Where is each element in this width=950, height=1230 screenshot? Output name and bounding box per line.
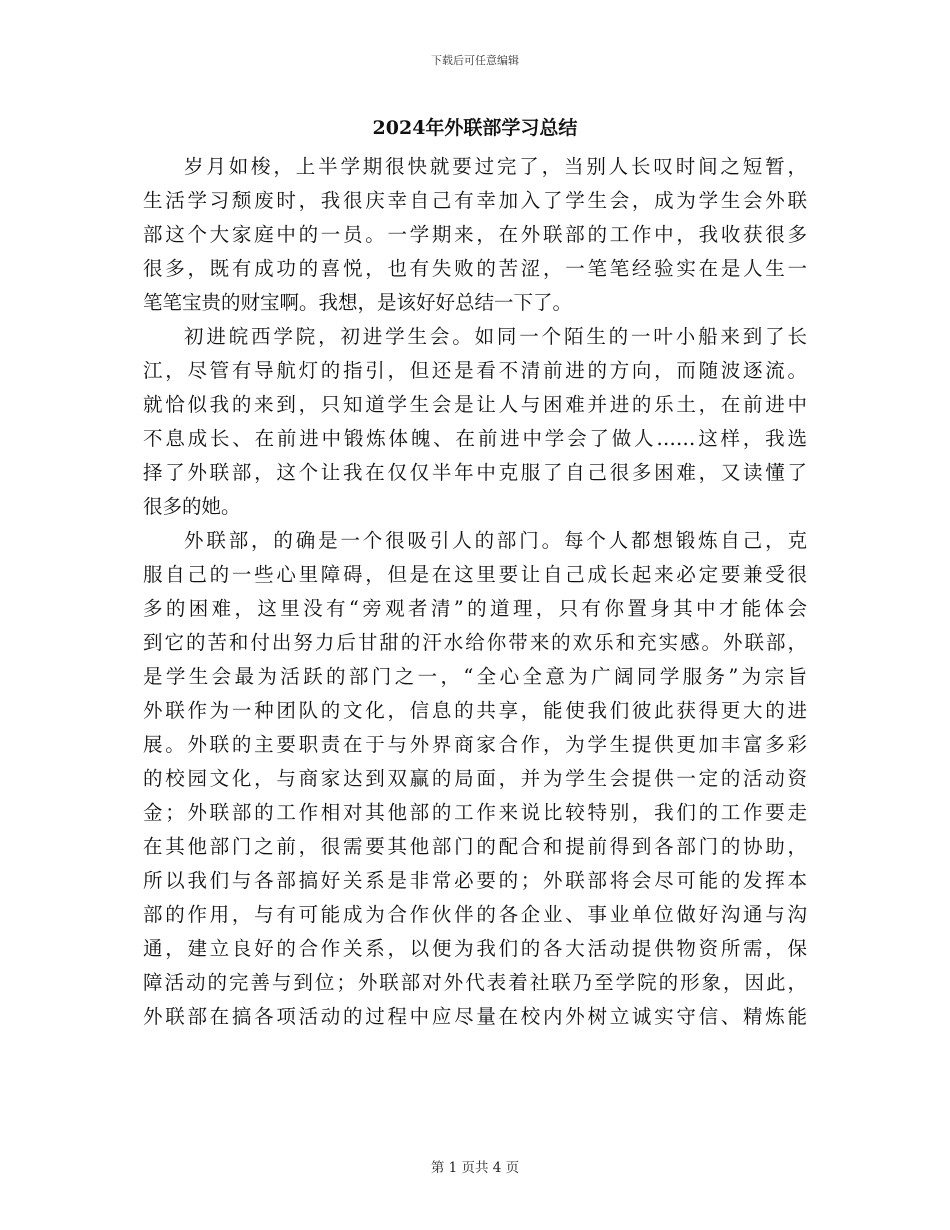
- text-line: 部的作用，与有可能成为合作伙伴的各企业、事业单位做好沟通与沟: [143, 903, 807, 926]
- text-line: 择了外联部，这个让我在仅仅半年中克服了自己很多困难，又读懂了: [143, 461, 807, 484]
- text-line: 通，建立良好的合作关系，以便为我们的各大活动提供物资所需，保: [143, 937, 807, 960]
- text-line: 江，尽管有导航灯的指引，但还是看不清前进的方向，而随波逐流。: [143, 359, 807, 382]
- text-line: 就恰似我的来到，只知道学生会是让人与困难并进的乐土，在前进中: [143, 393, 807, 416]
- document-body: [143, 150, 807, 1034]
- text-line: 部这个大家庭中的一员。一学期来，在外联部的工作中，我收获很多: [143, 223, 807, 246]
- paragraph-3: [143, 524, 807, 1034]
- text-line: 服自己的一些心里障碍，但是在这里要让自己成长起来必定要兼受很: [143, 563, 807, 586]
- text-line: 的校园文化，与商家达到双赢的局面，并为学生会提供一定的活动资: [143, 767, 807, 790]
- page-number: 第 1 页共 4 页: [430, 1160, 520, 1176]
- text-line: 生活学习颓废时，我很庆幸自己有幸加入了学生会，成为学生会外联: [143, 189, 807, 212]
- text-line: 所以我们与各部搞好关系是非常必要的；外联部将会尽可能的发挥本: [143, 869, 807, 892]
- text-line: 多的困难，这里没有“旁观者清”的道理，只有你置身其中才能体会: [143, 597, 807, 620]
- text-line: 外联部，的确是一个很吸引人的部门。每个人都想锻炼自己，克: [184, 529, 807, 552]
- text-line: 笔笔宝贵的财宝啊。我想，是该好好总结一下了。: [143, 291, 573, 314]
- document-title: 2024年外联部学习总结: [372, 117, 578, 139]
- page-header-note: 下载后可任意编辑: [431, 54, 519, 67]
- text-line: 外联部在搞各项活动的过程中应尽量在校内外树立诚实守信、精炼能: [143, 1005, 807, 1028]
- text-line: 障活动的完善与到位；外联部对外代表着社联乃至学院的形象，因此，: [143, 971, 807, 994]
- text-line: 很多的她。: [143, 495, 241, 518]
- text-line: 到它的苦和付出努力后甘甜的汗水给你带来的欢乐和充实感。外联部，: [143, 631, 807, 654]
- text-line: 岁月如梭，上半学期很快就要过完了，当别人长叹时间之短暂，: [184, 155, 807, 178]
- text-line: 金；外联部的工作相对其他部的工作来说比较特别，我们的工作要走: [143, 801, 807, 824]
- text-line: 初进皖西学院，初进学生会。如同一个陌生的一叶小船来到了长: [184, 325, 807, 348]
- text-line: 外联作为一种团队的文化，信息的共享，能使我们彼此获得更大的进: [143, 699, 807, 722]
- text-line: 是学生会最为活跃的部门之一，“全心全意为广阔同学服务”为宗旨: [143, 665, 807, 688]
- text-line: 展。外联的主要职责在于与外界商家合作，为学生提供更加丰富多彩: [143, 733, 807, 756]
- paragraph-2: [143, 320, 807, 524]
- text-line: 很多，既有成功的喜悦，也有失败的苦涩，一笔笔经验实在是人生一: [143, 257, 807, 280]
- text-line: 在其他部门之前，很需要其他部门的配合和提前得到各部门的协助，: [143, 835, 807, 858]
- paragraph-1: [143, 150, 807, 320]
- text-line: 不息成长、在前进中锻炼体魄、在前进中学会了做人……这样，我选: [143, 427, 807, 450]
